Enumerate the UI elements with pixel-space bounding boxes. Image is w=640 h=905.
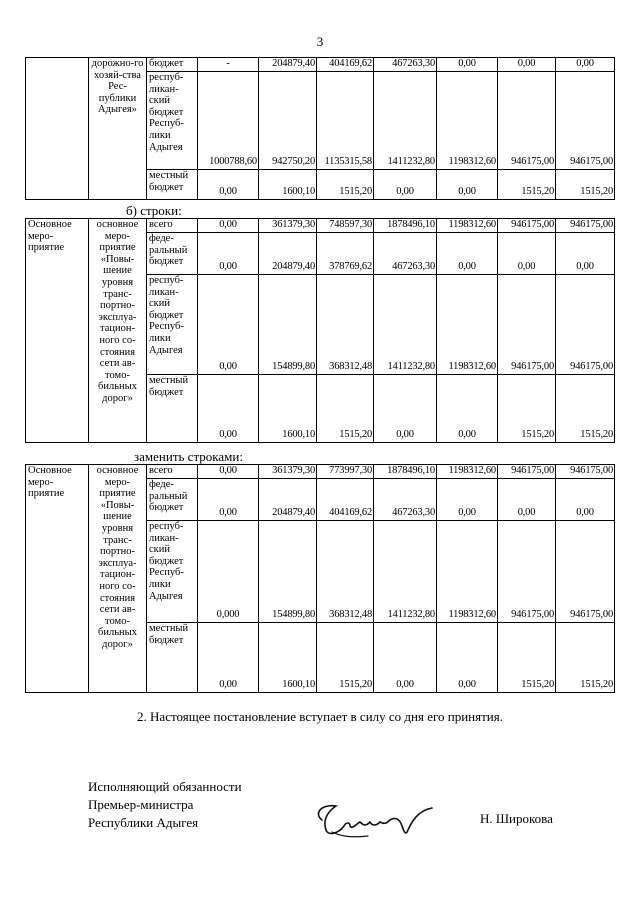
table2-cell: 946175,00 (556, 275, 615, 375)
table1-cell: 404169,62 (317, 58, 374, 72)
table2-cell: 0,00 (437, 233, 498, 275)
table1-cell: 0,00 (198, 170, 259, 200)
table1-cell: 1600,10 (259, 170, 317, 200)
label-rows-b: б) строки: (126, 203, 182, 218)
signatory-name: Н. Широкова (480, 811, 553, 826)
table3-cell: 1411232,80 (374, 521, 437, 623)
table1-cell: 1411232,80 (374, 72, 437, 170)
table3-activity-type: Основное меро-приятие (26, 465, 89, 693)
table2-cell: 204879,40 (259, 233, 317, 275)
table3-cell: 0,00 (437, 479, 498, 521)
table1-row-label: бюджет (147, 58, 198, 72)
table1-cell: 1135315,58 (317, 72, 374, 170)
table3-cell: 404169,62 (317, 479, 374, 521)
table3-cell: 1515,20 (317, 623, 374, 693)
table2-cell: 154899,80 (259, 275, 317, 375)
signatory-line: Премьер-министра (88, 797, 194, 812)
table3-cell: 204879,40 (259, 479, 317, 521)
table2-cell: 1411232,80 (374, 275, 437, 375)
table3-row-label: местный бюджет (147, 623, 198, 693)
table3-cell: 1515,20 (498, 623, 556, 693)
table1-cell: 1198312,60 (437, 72, 498, 170)
table1-cell: 0,00 (437, 170, 498, 200)
table3-row-label: феде-ральный бюджет (147, 479, 198, 521)
table2-cell: 467263,30 (374, 233, 437, 275)
table2-cell: 0,00 (198, 375, 259, 443)
table1-cell: 946175,00 (556, 72, 615, 170)
table1-cell: 1515,20 (498, 170, 556, 200)
table2-cell: 1515,20 (317, 375, 374, 443)
table2-cell: 1198312,60 (437, 219, 498, 233)
table1-cell: 0,00 (437, 58, 498, 72)
signatory-line: Республики Адыгея (88, 815, 199, 830)
table1-cell: 1000788,60 (198, 72, 259, 170)
signatory-position (88, 778, 242, 832)
page-number: 3 (316, 34, 324, 49)
table2-row-label: респуб-ликан-ский бюджет Респуб-лики Адыгея (147, 275, 198, 375)
table2-cell: 946175,00 (556, 219, 615, 233)
table3-cell: 946175,00 (498, 465, 556, 479)
table1-cell: 0,00 (374, 170, 437, 200)
table3-cell: 1600,10 (259, 623, 317, 693)
label-replace-rows: заменить строками: (134, 449, 243, 464)
table1-col1-cell (26, 58, 89, 200)
table3-cell: 0,000 (198, 521, 259, 623)
table2-cell: 1515,20 (498, 375, 556, 443)
budget-table-continuation (25, 57, 615, 200)
table2-cell: 0,00 (374, 375, 437, 443)
table3-row-label: респуб-ликан-ский бюджет Респуб-лики Адыгея (147, 521, 198, 623)
table2-cell: 368312,48 (317, 275, 374, 375)
table2-cell: 1198312,60 (437, 275, 498, 375)
table3-cell: 0,00 (556, 479, 615, 521)
table1-cell: 467263,30 (374, 58, 437, 72)
table2-cell: 0,00 (437, 375, 498, 443)
table1-cell: 0,00 (498, 58, 556, 72)
table2-row-label: местный бюджет (147, 375, 198, 443)
table3-cell: 0,00 (198, 623, 259, 693)
table2-cell: 1878496,10 (374, 219, 437, 233)
table1-cell: 1515,20 (556, 170, 615, 200)
table1-cell: 204879,40 (259, 58, 317, 72)
table3-cell: 361379,30 (259, 465, 317, 479)
table1-cell: 0,00 (556, 58, 615, 72)
table3-cell: 1878496,10 (374, 465, 437, 479)
table2-row-label: феде-ральный бюджет (147, 233, 198, 275)
table1-cell: 946175,00 (498, 72, 556, 170)
table2-cell: 0,00 (198, 219, 259, 233)
table3-cell: 1198312,60 (437, 521, 498, 623)
table3-cell: 1198312,60 (437, 465, 498, 479)
table3-cell: 0,00 (198, 465, 259, 479)
table2-cell: 1515,20 (556, 375, 615, 443)
table2-cell: 0,00 (498, 233, 556, 275)
table3-cell: 0,00 (437, 623, 498, 693)
table3-cell: 946175,00 (556, 465, 615, 479)
table2-row-label: всего (147, 219, 198, 233)
table3-cell: 154899,80 (259, 521, 317, 623)
table3-cell: 368312,48 (317, 521, 374, 623)
signatory-line: Исполняющий обязанности (88, 779, 242, 794)
table3-cell: 1515,20 (556, 623, 615, 693)
table1-activity-name: дорожно-го хозяй-ства Рес-публики Адыгея» (89, 58, 147, 200)
budget-table-new-rows (25, 464, 615, 693)
table3-cell: 0,00 (498, 479, 556, 521)
table3-activity-name: основное меро-приятие «Повы-шение уровня транс-портно-эксплуа-тацион-ного со-стояния сети ав-томо-бильных дорог» (89, 465, 147, 693)
table2-cell: 1600,10 (259, 375, 317, 443)
table1-cell: - (198, 58, 259, 72)
table3-cell: 467263,30 (374, 479, 437, 521)
table2-cell: 748597,30 (317, 219, 374, 233)
table2-cell: 0,00 (556, 233, 615, 275)
table3-cell: 0,00 (198, 479, 259, 521)
table1-cell: 1515,20 (317, 170, 374, 200)
table3-cell: 946175,00 (556, 521, 615, 623)
paragraph-effective-date: 2. Настоящее постановление вступает в силу со дня его принятия. (137, 709, 503, 724)
table3-cell: 773997,30 (317, 465, 374, 479)
table2-cell: 0,00 (198, 275, 259, 375)
table2-cell: 378769,62 (317, 233, 374, 275)
table1-cell: 942750,20 (259, 72, 317, 170)
table1-row-label: местный бюджет (147, 170, 198, 200)
budget-table-old-rows (25, 218, 615, 443)
table2-cell: 946175,00 (498, 219, 556, 233)
table2-activity-name: основное меро-приятие «Повы-шение уровня транс-портно-эксплуа-тацион-ного со-стояния сети ав-томо-бильных дорог» (89, 219, 147, 443)
table2-cell: 361379,30 (259, 219, 317, 233)
table1-row-label: респуб-ликан-ский бюджет Респуб-лики Адыгея (147, 72, 198, 170)
handwritten-signature (310, 796, 440, 846)
table2-cell: 0,00 (198, 233, 259, 275)
table3-cell: 946175,00 (498, 521, 556, 623)
table2-activity-type: Основное меро-приятие (26, 219, 89, 443)
table3-cell: 0,00 (374, 623, 437, 693)
table3-row-label: всего (147, 465, 198, 479)
table2-cell: 946175,00 (498, 275, 556, 375)
